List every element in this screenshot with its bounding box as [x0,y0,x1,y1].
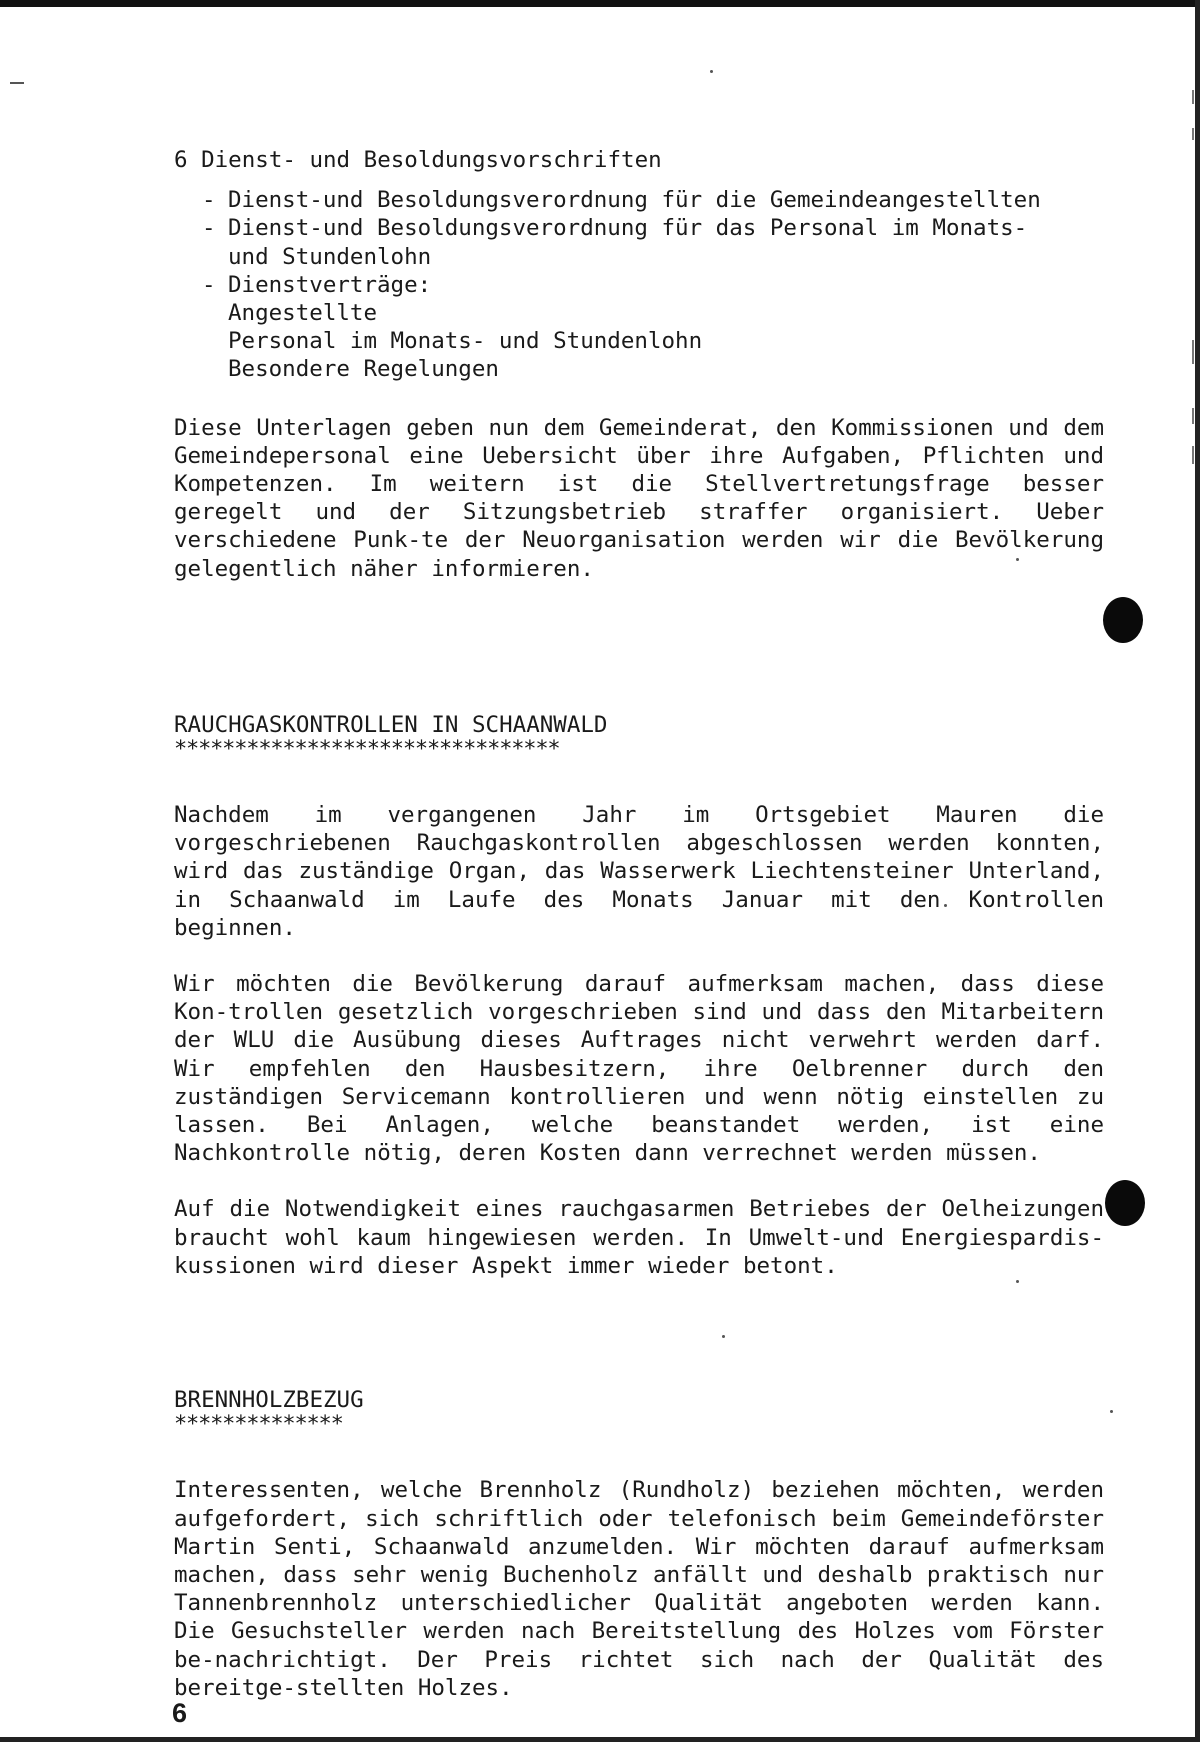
paragraph: Interessenten, welche Brennholz (Rundholz) beziehen möchten, werden aufgefordert, sich schriftlich oder telefonisch beim Gemeindeförster Martin Senti, Schaanwald anzumelden. Wir möchten darauf aufmerksam machen, dass sehr wenig Buchenholz anfällt und deshalb praktisch nur Tannenbrennholz unterschiedlicher Qualität angeboten werden kann. Die Gesuchsteller werden nach Bereitstellung des Holzes vom Förster be-nachrichtigt. Der Preis richtet sich nach der Qualität des bereitge-stellten Holzes. [174,1477,1104,1701]
list-dash: - [202,271,216,298]
list-line: Dienst-und Besoldungsverordnung für das Personal im Monats- [228,215,1028,242]
paragraph: Nachdem im vergangenen Jahr im Ortsgebiet Mauren die vorgeschriebenen Rauchgaskontrollen abgeschlossen werden konnten, wird das zuständige Organ, das Wasserwerk Liechtensteiner Unterland, in Schaanwald im Laufe des Monats Januar mit den Kontrollen beginnen. [174,802,1104,941]
section-dienstvorschriften [174,146,1104,583]
paragraph: Diese Unterlagen geben nun dem Gemeinderat, den Kommissionen und dem Gemeindepersonal eine Uebersicht über ihre Aufgaben, Pflichten und Kompetenzen. Im weitern ist die Stellvertretungsfrage besser geregelt und der Sitzungsbetrieb straffer organisiert. Ueber verschiedene Punk-te der Neuorganisation werden wir die Bevölkerung gelegentlich näher informieren. [174,414,1104,582]
scan-tick [1192,340,1194,364]
list-line: und Stundenlohn [228,243,432,270]
scan-border-right [1195,0,1200,1742]
section-heading: 6 Dienst- und Besoldungsvorschriften [174,147,662,173]
scan-mark [10,82,24,84]
page-number: 6 [172,1698,188,1728]
paragraph: Auf die Notwendigkeit eines rauchgasarmen Betriebes der Oelheizungen braucht wohl kaum hingewiesen werden. In Umwelt-und Energiespardis-kussionen wird dieser Aspekt immer wieder betont. [174,1196,1104,1279]
paragraph: Wir möchten die Bevölkerung darauf aufmerksam machen, dass diese Kon-trollen gesetzlich vorgeschrieben sind und dass den Mitarbeitern der WLU die Ausübung dieses Auftrages nicht verwehrt werden darf. Wir empfehlen den Hausbesitzern, ihre Oelbrenner durch den zuständigen Servicemann kontrollieren und wenn nötig einstellen zu lassen. Bei Anlagen, welche beanstandet werden, ist eine Nachkontrolle nötig, deren Kosten dann verrechnet werden müssen. [174,971,1104,1167]
scan-tick [1192,128,1194,140]
scan-border-top [0,0,1200,7]
scan-border-bottom [0,1737,1200,1742]
scan-tick [1192,408,1194,424]
section-title: BRENNHOLZBEZUG [174,1387,364,1414]
list-line: Personal im Monats- und Stundenlohn [228,328,703,355]
title-underline-stars: ******************************** [174,737,560,763]
list-item [174,271,1104,384]
punch-hole-upper [1103,597,1143,643]
list-item [174,186,1104,214]
list-line: Besondere Regelungen [228,356,499,383]
list-line: Angestellte [228,300,378,327]
section-rauchgaskontrollen [174,711,1104,1280]
section-brennholzbezug [174,1386,1104,1702]
title-underline-stars: ************** [174,1412,343,1438]
list-line: Dienstverträge: [228,271,432,298]
list-dash: - [202,215,216,242]
scan-speck [1110,1410,1113,1413]
list-line: Dienst-und Besoldungsverordnung für die Gemeindeangestellten [228,187,1041,214]
scan-tick [1192,90,1194,104]
document-body [174,146,1104,1702]
section-title: RAUCHGASKONTROLLEN IN SCHAANWALD [174,711,608,738]
list-dash: - [202,187,216,214]
punch-hole-lower [1105,1180,1145,1226]
list-item [174,214,1104,270]
regulation-list [174,186,1104,383]
scan-speck [710,70,713,73]
scan-tick [1192,446,1194,464]
